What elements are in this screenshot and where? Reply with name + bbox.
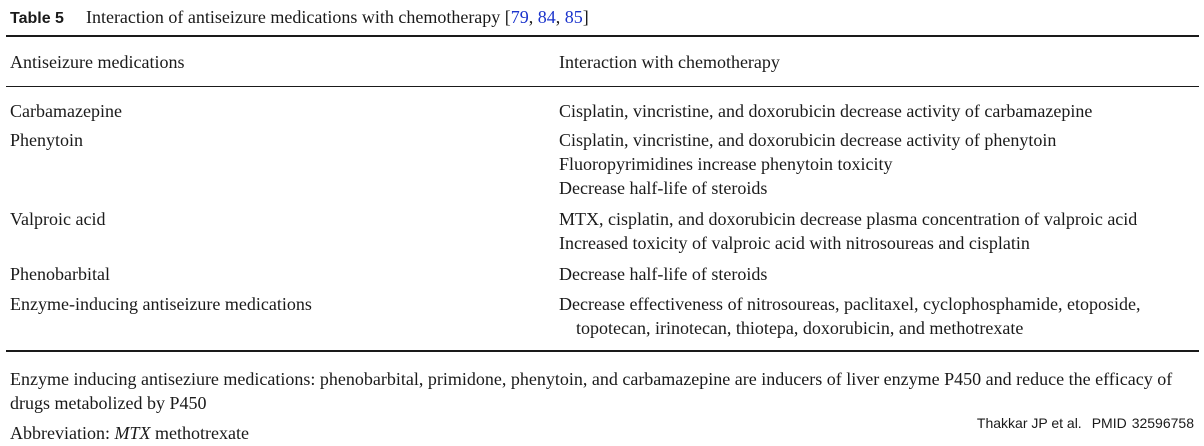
ref-separator: , [528, 7, 538, 27]
interaction-cell [559, 128, 1056, 200]
table-caption [10, 5, 589, 31]
interaction-line: MTX, cisplatin, and doxorubicin decrease plasma concentration of valproic acid [559, 209, 1138, 229]
interaction-line: Cisplatin, vincristine, and doxorubicin decrease activity of carbamazepine [559, 101, 1093, 121]
medication-cell: Carbamazepine [10, 101, 122, 121]
citation-author: Thakkar JP et al. [976, 415, 1082, 431]
table-top-rule [6, 35, 1199, 37]
table-header-rule [6, 86, 1199, 87]
table-label: Table 5 [10, 10, 64, 27]
pmid-label: PMID [1091, 415, 1127, 431]
interaction-line: Decrease half-life of steroids [559, 264, 768, 284]
interaction-cell [559, 207, 1137, 255]
interaction-line: Decrease half-life of steroids [559, 178, 768, 198]
interaction-line: topotecan, irinotecan, thiotepa, doxorubicin, and methotrexate [576, 318, 1024, 338]
pmid-number: 32596758 [1131, 415, 1194, 431]
reference-link[interactable]: 85 [564, 7, 583, 27]
reference-link[interactable]: 84 [537, 7, 556, 27]
interaction-line: Cisplatin, vincristine, and doxorubicin decrease activity of phenytoin [559, 130, 1057, 150]
interaction-line: Decrease effectiveness of nitrosoureas, paclitaxel, cyclophosphamide, etoposide, [559, 294, 1141, 314]
abbreviation-prefix: Abbreviation: [10, 423, 115, 443]
abbreviation-term: MTX [114, 423, 151, 443]
interaction-line: Increased toxicity of valproic acid with nitrosoureas and cisplatin [559, 233, 1030, 253]
caption-close-bracket: ] [582, 7, 589, 27]
ref-separator: , [555, 7, 565, 27]
column-header-interaction: Interaction with chemotherapy [559, 52, 780, 72]
medication-cell: Phenytoin [10, 130, 84, 150]
table-title: Interaction of antiseizure medications with chemotherapy [ [85, 7, 511, 27]
interaction-cell [559, 99, 1092, 123]
medication-cell: Enzyme-inducing antiseizure medications [10, 294, 312, 314]
reference-link[interactable]: 79 [510, 7, 529, 27]
interaction-cell [559, 292, 1140, 340]
medication-cell: Phenobarbital [10, 264, 110, 284]
interaction-cell [559, 262, 767, 286]
table-bottom-rule [6, 350, 1199, 352]
abbreviation-definition: methotrexate [150, 423, 249, 443]
source-citation [977, 413, 1194, 433]
column-header-medications: Antiseizure medications [10, 52, 185, 72]
interaction-line: Fluoropyrimidines increase phenytoin toxicity [559, 154, 893, 174]
medication-cell: Valproic acid [10, 209, 106, 229]
table-footnote: Enzyme inducing antiseziure medications: phenobarbital, primidone, phenytoin, and carbamazepine are inducers of liver enzyme P450 and reduce the efficacy of drugs metabolized by P450 [10, 369, 1173, 413]
